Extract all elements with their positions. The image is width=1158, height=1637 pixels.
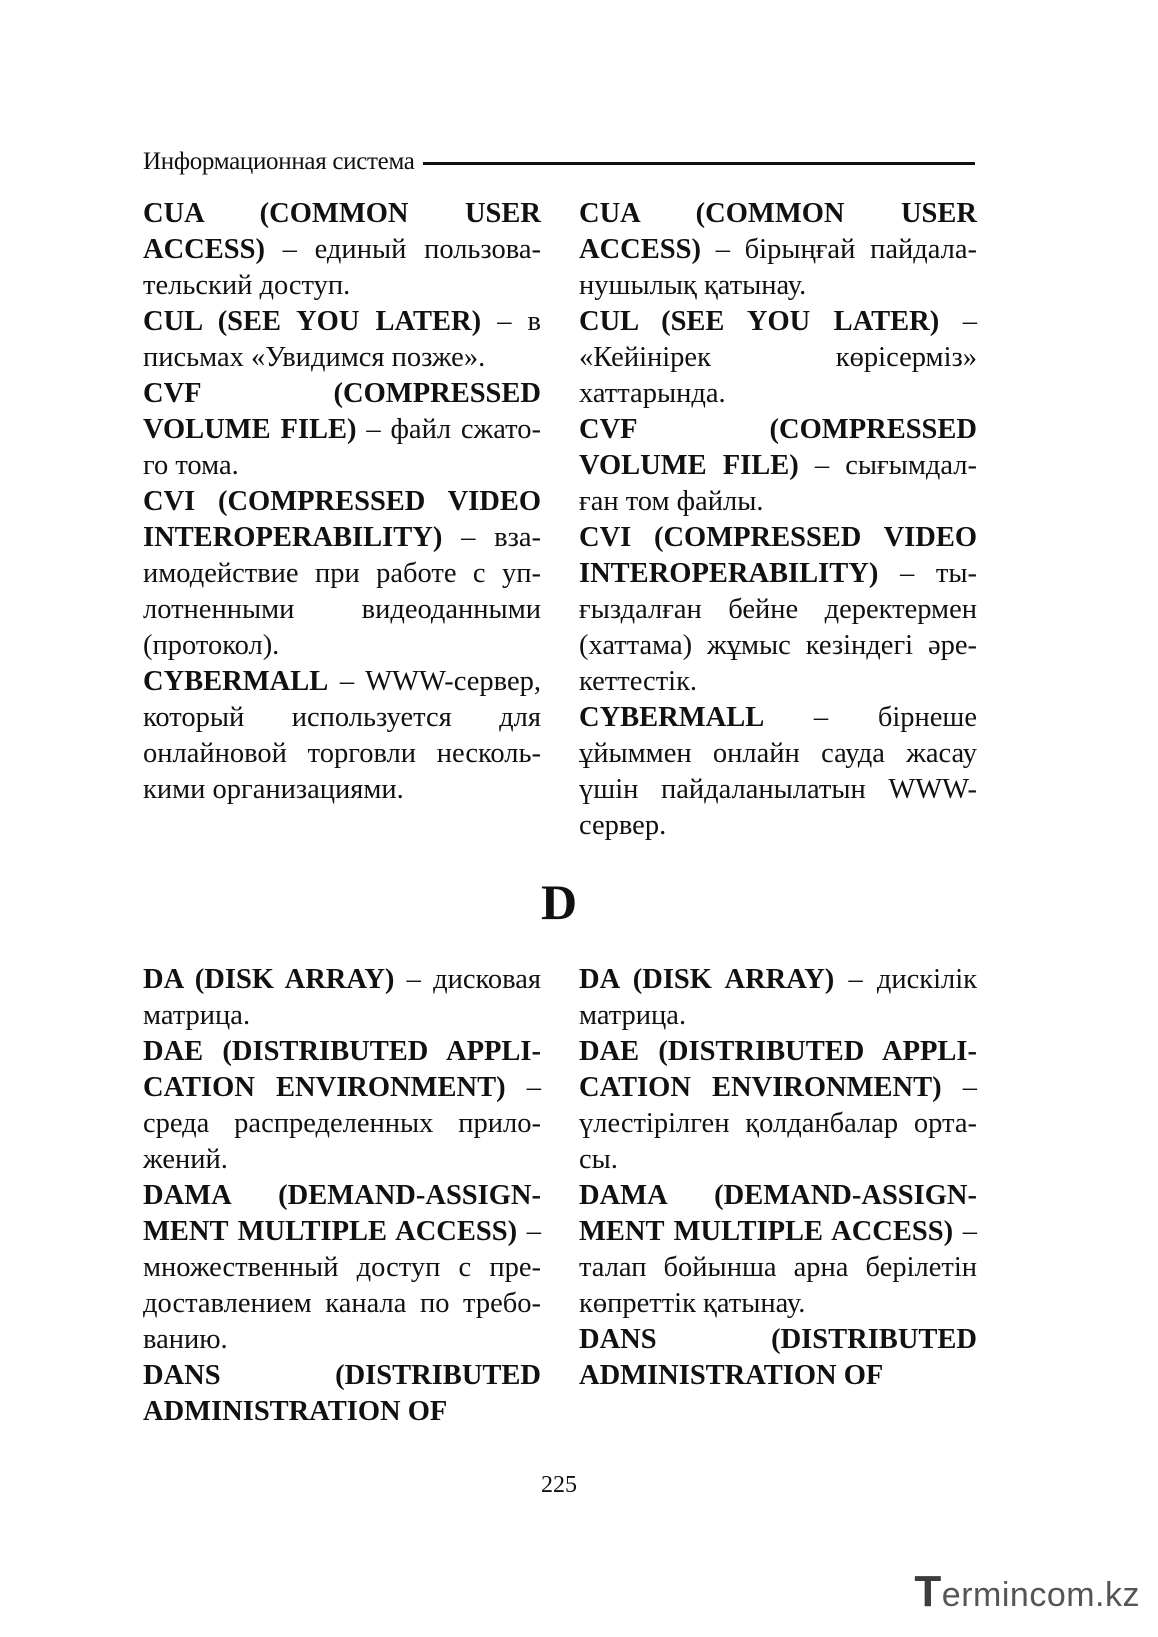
left-column-bottom (143, 962, 541, 1430)
glossary-entry (143, 304, 541, 376)
left-column-top (143, 196, 541, 808)
glossary-entry (579, 520, 977, 700)
entry-term: DANS (DISTRIBUTED ADMINISTRATION OF (143, 1360, 541, 1427)
entry-term: CUA (COMMON USER ACCESS) (143, 198, 541, 265)
watermark-logo (914, 1567, 1140, 1617)
glossary-entry (143, 484, 541, 664)
entry-definition: – «Кейінірек көрісерміз» хаттарында. (579, 306, 977, 409)
section-letter: D (540, 874, 578, 930)
entry-definition: – взаимодействие при работе с уплотненными видеоданными (протокол). (143, 522, 541, 661)
entry-term: DAMA (DEMAND-ASSIGNMENT MULTIPLE ACCESS) (143, 1180, 541, 1247)
right-column-bottom (579, 962, 977, 1394)
entry-definition: – среда распределенных приложений. (143, 1072, 541, 1175)
watermark-text: ermincom.kz (941, 1576, 1140, 1614)
entry-term: DA (DISK ARRAY) (143, 964, 395, 995)
glossary-entry (579, 1322, 977, 1394)
entry-definition: – файл сжатого тома. (143, 414, 541, 481)
glossary-entry (579, 196, 977, 304)
glossary-entry (579, 1034, 977, 1178)
page-number: 225 (541, 1472, 577, 1498)
entry-term: CVF (COMPRESSED VOLUME FILE) (579, 414, 977, 481)
entry-definition: – бірыңғай пайдаланушылық қатынау. (579, 234, 977, 301)
entry-definition: – множественный доступ с предоставлением канала по требованию. (143, 1216, 542, 1355)
glossary-entry (579, 700, 977, 844)
entry-term: CUL (SEE YOU LATER) (579, 306, 940, 337)
entry-term: DANS (DISTRIBUTED ADMINISTRATION OF (579, 1324, 977, 1391)
right-column-top (579, 196, 977, 844)
entry-definition: – бірнеше ұйыммен онлайн сауда жасау үшін пайдаланылатын WWW-сервер. (579, 702, 977, 841)
entry-term: CUA (COMMON USER ACCESS) (579, 198, 977, 265)
glossary-entry (143, 1358, 541, 1430)
entry-term: DAE (DISTRIBUTED APPLICATION ENVIRONMENT) (143, 1036, 541, 1103)
entry-definition: – в письмах «Увидимся позже». (143, 306, 541, 373)
entry-definition: – WWW-сервер, который используется для онлайновой торговли несколькими организациями. (143, 666, 541, 805)
glossary-entry (579, 962, 977, 1034)
glossary-entry (143, 1178, 541, 1358)
entry-definition: – үлестірілген қолданбалар ортасы. (579, 1072, 977, 1175)
entry-term: CVF (COMPRESSED VOLUME FILE) (143, 378, 541, 445)
glossary-entry (143, 1034, 541, 1178)
header-title: Информационная система (143, 148, 415, 175)
entry-definition: – дискілік матрица. (579, 964, 978, 1031)
entry-definition: – тығыздалған бейне деректермен (хаттама) жұмыс кезіндегі әрекеттестік. (579, 558, 977, 697)
glossary-entry (143, 196, 541, 304)
entry-term: CYBERMALL (579, 702, 765, 733)
glossary-entry (579, 304, 977, 412)
running-header (143, 148, 975, 176)
entry-definition: – дисковая матрица. (143, 964, 541, 1031)
entry-term: DAE (DISTRIBUTED APPLICATION ENVIRONMENT) (579, 1036, 977, 1103)
watermark-initial: T (914, 1567, 942, 1616)
glossary-entry (579, 412, 977, 520)
entry-term: CVI (COMPRESSED VIDEO INTEROPERABILITY) (143, 486, 541, 553)
entry-term: CUL (SEE YOU LATER) (143, 306, 482, 337)
glossary-entry (143, 962, 541, 1034)
header-rule (423, 162, 975, 165)
entry-definition: – талап бойынша арна берілетін көпреттік қатынау. (579, 1216, 978, 1319)
glossary-entry (143, 376, 541, 484)
entry-definition: – сығымдалған том файлы. (579, 450, 977, 517)
glossary-entry (579, 1178, 977, 1322)
entry-term: DA (DISK ARRAY) (579, 964, 835, 995)
entry-term: CYBERMALL (143, 666, 329, 697)
entry-definition: – единый пользовательский доступ. (143, 234, 541, 301)
entry-term: DAMA (DEMAND-ASSIGNMENT MULTIPLE ACCESS) (579, 1180, 977, 1247)
glossary-entry (143, 664, 541, 808)
entry-term: CVI (COMPRESSED VIDEO INTEROPERABILITY) (579, 522, 977, 589)
